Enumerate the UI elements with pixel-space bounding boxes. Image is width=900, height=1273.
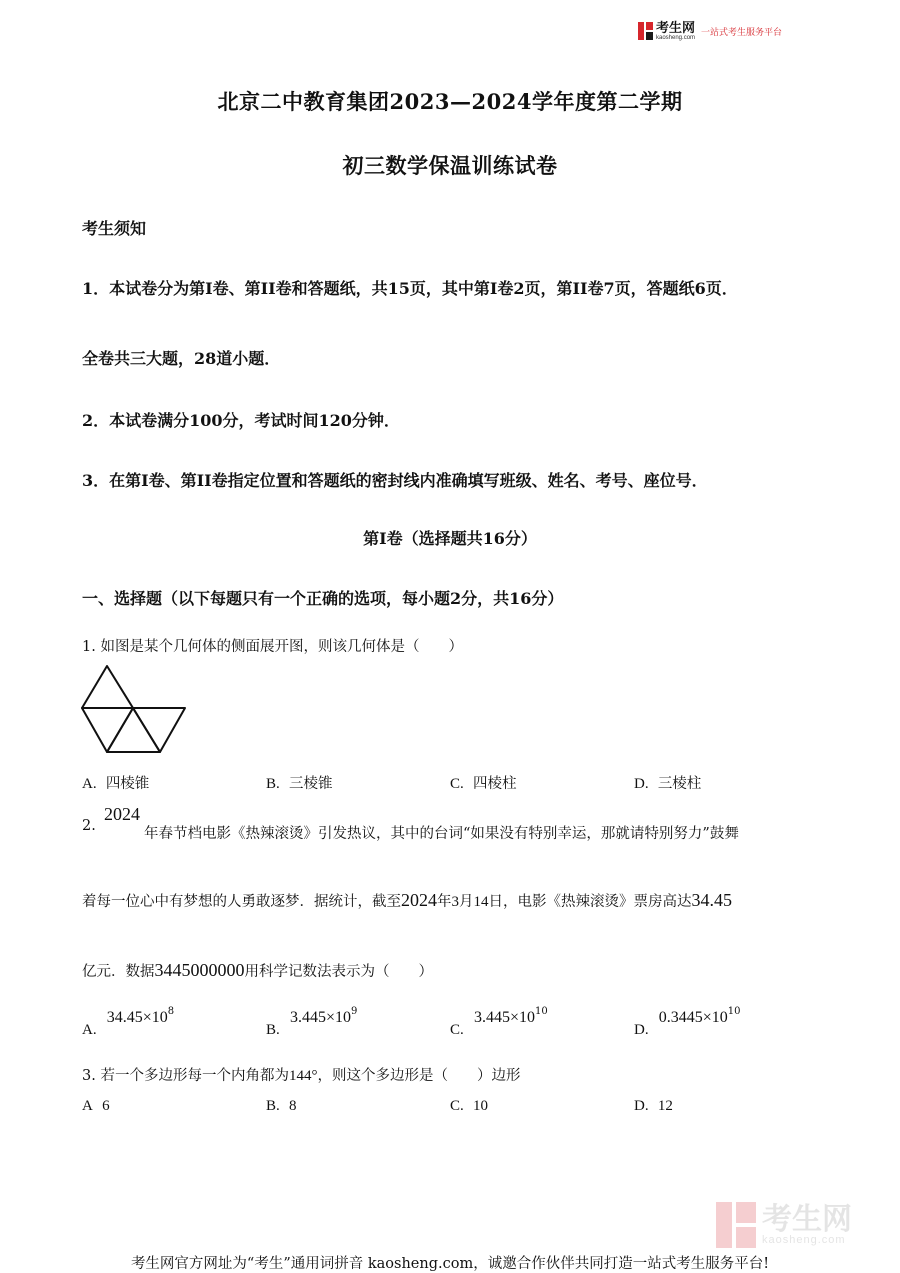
net-triangle-left [82, 708, 133, 752]
section1-title: 一、选择题（以下每题只有一个正确的选项，每小题2分，共16分） [82, 589, 564, 608]
q1-option-d[interactable]: D. 三棱柱 [634, 776, 702, 792]
watermark-domain: kaosheng.com [762, 1233, 846, 1246]
q3-option-d[interactable]: D. 12 [634, 1098, 673, 1114]
logo-name: 考生网 [656, 20, 696, 36]
logo-slogan: 一站式考生服务平台 [701, 27, 783, 38]
page-footer: 考生网官方网址为“考生”通用词拼音 kaosheng.com，诚邀合作伙伴共同打造一站式考生服务平台! [130, 1256, 770, 1272]
q3-option-c[interactable]: C. 10 [450, 1098, 488, 1114]
q3-stem: 3. 若一个多边形每一个内角都为144°，则这个多边形是（ ）边形 [82, 1068, 521, 1084]
watermark-name: 考生网 [762, 1201, 852, 1237]
q3-option-a[interactable]: A 6 [82, 1098, 110, 1114]
q1-option-a[interactable]: A. 四棱锥 [82, 776, 150, 792]
q1-option-c[interactable]: C. 四棱柱 [450, 776, 517, 792]
net-triangle-middle [107, 708, 160, 752]
q1-option-b[interactable]: B. 三棱锥 [266, 776, 333, 792]
q2-year: 2024 [104, 804, 140, 824]
q2-line2: 着每一位心中有梦想的人勇敢逐梦．据统计，截至2024年3月14日，电影《热辣滚烫》票房高达34.45 [82, 890, 732, 910]
q2-option-a[interactable]: A. $34.45\times 10^8$ [82, 1006, 175, 1038]
q2-line3: 亿元．数据3445000000用科学记数法表示为（ ） [82, 960, 433, 980]
header-logo[interactable] [638, 20, 782, 42]
notice-item-1-continued: 全卷共三大题，28道小题． [82, 349, 281, 368]
logo-domain: kaosheng.com [656, 34, 696, 41]
q1-stem: 1. 如图是某个几何体的侧面展开图，则该几何体是（ ） [82, 639, 463, 655]
q2-option-d[interactable]: D. $0.3445\times 10^{10}$ [634, 1006, 741, 1038]
q2-option-b[interactable]: B. $3.445\times 10^9$ [266, 1006, 358, 1038]
watermark-logo [716, 1200, 886, 1250]
q3-option-b[interactable]: B. 8 [266, 1098, 297, 1114]
q2-option-c[interactable]: C. $3.445\times 10^{10}$ [450, 1006, 548, 1038]
q2-number: 2. [82, 818, 96, 834]
notice-heading: 考生须知 [82, 219, 147, 238]
net-triangle-right [133, 708, 185, 752]
notice-item-1: 1．本试卷分为第I卷、第II卷和答题纸，共15页，其中第I卷2页，第II卷7页，答题纸6页． [82, 279, 738, 298]
page-subtitle: 初三数学保温训练试卷 [342, 153, 558, 178]
part1-title: 第I卷（选择题共16分） [363, 529, 537, 548]
page-title: 北京二中教育集团2023—2024学年度第二学期 [217, 89, 683, 114]
net-triangle-top [82, 666, 133, 708]
q1-net-figure [80, 664, 188, 756]
notice-item-3: 3．在第I卷、第II卷指定位置和答题纸的密封线内准确填写班级、姓名、考号、座位号． [82, 471, 708, 490]
watermark-icon [716, 1202, 756, 1248]
logo-icon [638, 22, 653, 40]
notice-item-2: 2．本试卷满分100分，考试时间120分钟． [82, 411, 400, 430]
q2-line1: 年春节档电影《热辣滚烫》引发热议，其中的台词“如果没有特别幸运，那就请特别努力”鼓舞 [144, 826, 739, 842]
